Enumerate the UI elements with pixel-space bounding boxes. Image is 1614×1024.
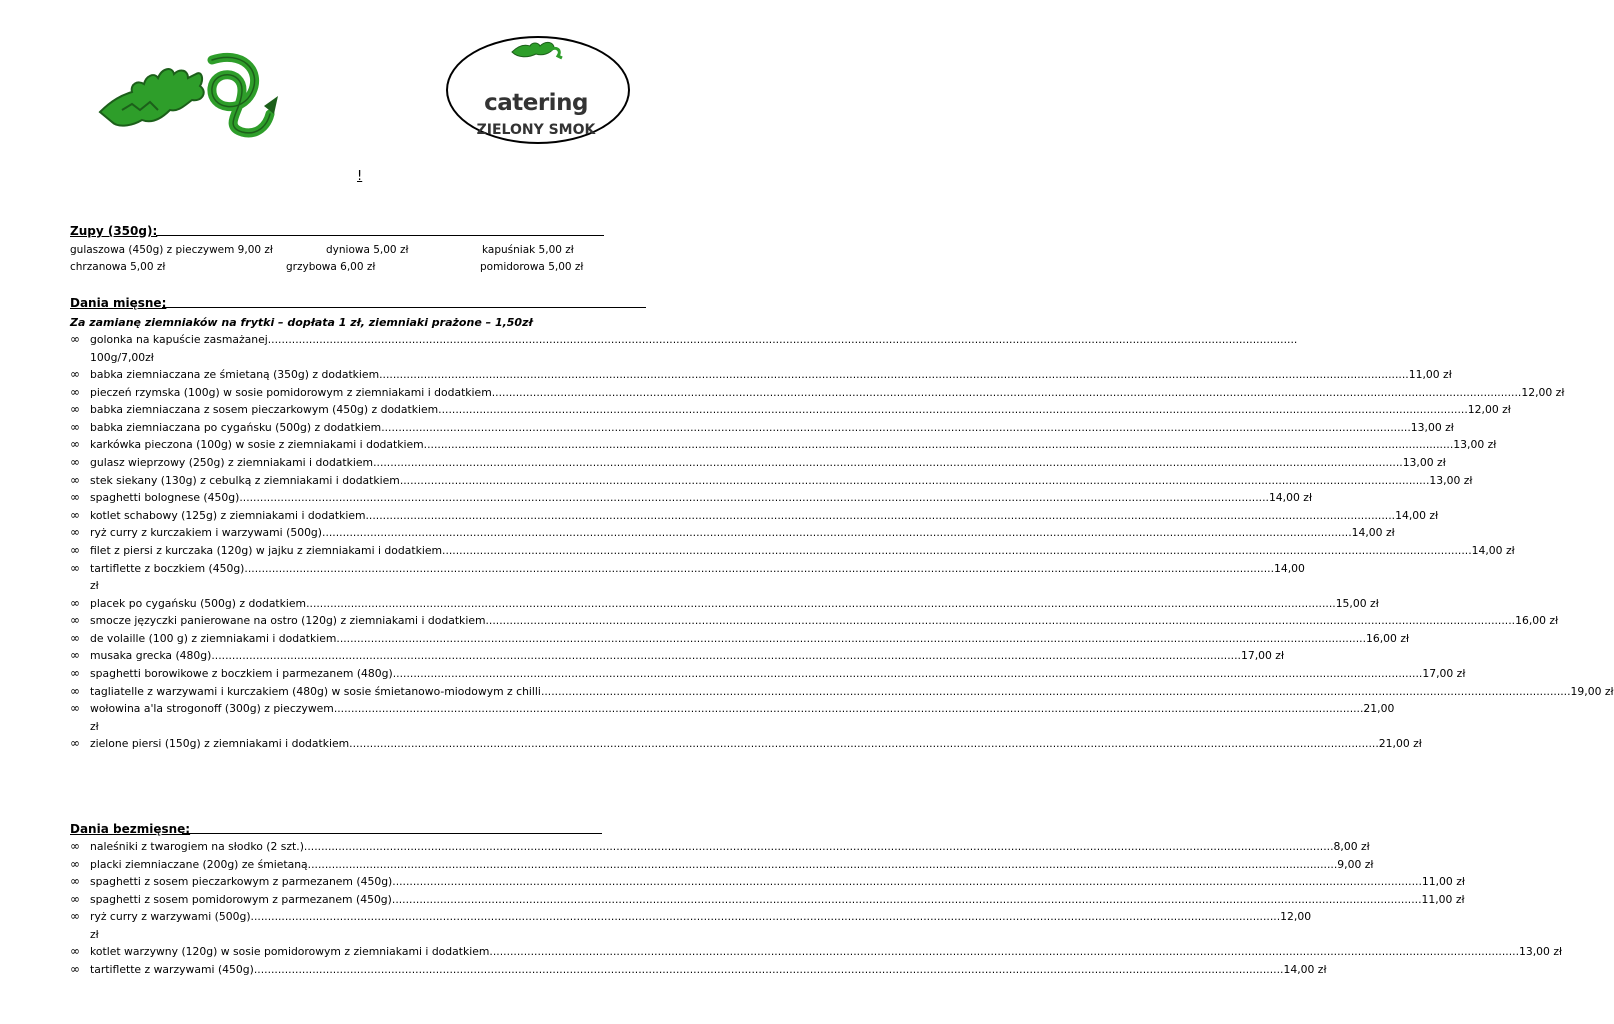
leader-dots: ............................................................................................................................................................................................................................................................................................................ <box>379 368 1409 381</box>
item-price: 9,00 zł <box>1337 857 1374 871</box>
item-name: tartiflette z warzywami (450g) <box>90 962 254 976</box>
bullet-icon: ∞ <box>70 384 80 399</box>
leader-dots: ............................................................................................................................................................................................................................................................................................................ <box>392 666 1423 680</box>
soups-row-2 <box>70 261 670 277</box>
soup-kapusniak: kapuśniak 5,00 zł <box>482 244 574 256</box>
bullet-icon: ∞ <box>70 648 80 663</box>
item-name: karkówka pieczona (100g) w sosie z ziemniakami i dodatkiem <box>90 438 424 452</box>
bullet-icon: ∞ <box>70 472 80 487</box>
item-name: babka ziemniaczana z sosem pieczarkowym (450g) z dodatkiem <box>90 403 439 417</box>
menu-item <box>70 700 1395 735</box>
menu-item <box>70 908 1312 943</box>
item-name: babka ziemniaczana po cygańsku (500g) z dodatkiem <box>90 420 382 434</box>
leader-dots: ............................................................................................................................................................................................................................................................................................................ <box>306 596 1336 610</box>
bullet-icon: ∞ <box>70 701 80 716</box>
bullet-icon: ∞ <box>70 630 80 645</box>
soup-chrzanowa: chrzanowa 5,00 zł <box>70 261 166 273</box>
item-name: naleśniki z twarogiem na słodko (2 szt.) <box>90 840 304 853</box>
menu-item <box>70 838 1370 856</box>
leader-dots: ............................................................................................................................................................................................................................................................................................................ <box>381 420 1411 434</box>
leader-dots: ............................................................................................................................................................................................................................................................................................................ <box>267 333 1298 346</box>
item-name: placek po cygańsku (500g) z dodatkiem <box>90 596 307 610</box>
bullet-icon: ∞ <box>70 402 80 417</box>
item-price: 17,00 zł <box>1422 666 1466 680</box>
menu-item <box>70 683 1614 701</box>
menu-item <box>70 560 1305 595</box>
bullet-icon: ∞ <box>70 839 80 853</box>
bullet-icon: ∞ <box>70 437 80 452</box>
leader-dots: ............................................................................................................................................................................................................................................................................................................ <box>391 892 1422 906</box>
item-price: 8,00 zł <box>1333 840 1370 853</box>
item-name: spaghetti z sosem pieczarkowym z parmezanem (450g) <box>90 875 393 889</box>
item-price: 11,00 zł <box>1408 368 1452 381</box>
menu-item <box>70 507 1439 525</box>
item-price: 15,00 zł <box>1335 596 1379 610</box>
item-price: 14,00 zł <box>1395 508 1439 522</box>
bullet-icon: ∞ <box>70 891 80 906</box>
bullet-icon: ∞ <box>70 507 80 522</box>
leader-dots: ............................................................................................................................................................................................................................................................................................................ <box>373 455 1403 469</box>
leader-dots: ............................................................................................................................................................................................................................................................................................................ <box>489 945 1520 959</box>
menu-item <box>70 961 1327 979</box>
soup-gulaszowa: gulaszowa (450g) z pieczywem 9,00 zł <box>70 244 273 256</box>
item-name: spaghetti bolognese (450g) <box>90 491 240 505</box>
item-price: 13,00 zł <box>1453 438 1497 452</box>
leader-dots: ............................................................................................................................................................................................................................................................................................................ <box>485 614 1516 628</box>
item-price: 13,00 zł <box>1402 455 1446 469</box>
leader-dots: ............................................................................................................................................................................................................................................................................................................ <box>438 403 1468 417</box>
soups-heading: Zupy (350g): <box>70 224 604 238</box>
item-continuation: zł <box>90 927 99 941</box>
item-name: de volaille (100 g) z ziemniakami i dodatkiem <box>90 631 337 645</box>
item-price: 14,00 zł <box>1471 543 1515 557</box>
soup-dyniowa: dyniowa 5,00 zł <box>326 244 409 256</box>
menu-item <box>70 647 1285 665</box>
item-price: 14,00 zł <box>1283 962 1327 976</box>
bullet-icon: ∞ <box>70 736 80 751</box>
bullet-icon: ∞ <box>70 419 80 434</box>
item-price: 16,00 zł <box>1366 631 1410 645</box>
side-dish-note: Za zamianę ziemniaków na frytki – dopłata 1 zł, ziemniaki prażone – 1,50zł <box>70 316 533 329</box>
bullet-icon: ∞ <box>70 874 80 889</box>
menu-item <box>70 630 1410 648</box>
item-price: 12,00 <box>1280 910 1312 924</box>
item-name: stek siekany (130g) z cebulką z ziemniakami i dodatkiem <box>90 473 400 487</box>
menu-item <box>70 873 1465 891</box>
menu-item <box>70 454 1446 472</box>
dragon-logo-left <box>92 40 292 140</box>
bullet-icon: ∞ <box>70 856 80 871</box>
bullet-icon: ∞ <box>70 367 80 381</box>
menu-item <box>70 524 1395 542</box>
bullet-icon: ∞ <box>70 613 80 628</box>
item-name: tagliatelle z warzywami i kurczakiem (480g) w sosie śmietanowo-miodowym z chilli <box>90 684 541 698</box>
leader-dots: ............................................................................................................................................................................................................................................................................................................ <box>253 962 1284 976</box>
menu-item <box>70 856 1374 874</box>
leader-dots: ............................................................................................................................................................................................................................................................................................................ <box>392 875 1422 889</box>
bullet-icon: ∞ <box>70 560 80 575</box>
menu-item <box>70 665 1466 683</box>
bullet-icon: ∞ <box>70 525 80 540</box>
soups-row-1 <box>70 244 670 260</box>
item-name: kotlet schabowy (125g) z ziemniakami i dodatkiem <box>90 508 366 522</box>
bullet-icon: ∞ <box>70 542 80 557</box>
item-price: 12,00 zł <box>1467 403 1511 417</box>
leader-dots: ............................................................................................................................................................................................................................................................................................................ <box>250 910 1281 924</box>
leader-dots: ............................................................................................................................................................................................................................................................................................................ <box>399 473 1430 487</box>
item-price: 16,00 zł <box>1515 614 1559 628</box>
leader-dots: ............................................................................................................................................................................................................................................................................................................ <box>303 840 1334 853</box>
leader-dots: ............................................................................................................................................................................................................................................................................................................ <box>540 684 1571 698</box>
bullet-icon: ∞ <box>70 683 80 698</box>
menu-item <box>70 436 1497 454</box>
leader-dots: ............................................................................................................................................................................................................................................................................................................ <box>307 857 1338 871</box>
brand-subtitle: ZIELONY SMOK <box>476 122 596 138</box>
item-continuation: zł <box>90 579 99 593</box>
item-continuation: 100g/7,00zł <box>90 350 154 364</box>
item-price: 11,00 zł <box>1421 875 1465 889</box>
vegetarian-heading: Dania bezmięsne: <box>70 822 602 836</box>
item-price: 13,00 zł <box>1410 420 1454 434</box>
leader-dots: ............................................................................................................................................................................................................................................................................................................ <box>491 385 1522 399</box>
leader-dots: ............................................................................................................................................................................................................................................................................................................ <box>211 649 1241 663</box>
item-name: zielone piersi (150g) z ziemniakami i dodatkiem <box>90 737 350 751</box>
leader-dots: ............................................................................................................................................................................................................................................................................................................ <box>239 491 1269 505</box>
leader-dots: ............................................................................................................................................................................................................................................................................................................ <box>322 526 1352 540</box>
item-name: pieczeń rzymska (100g) w sosie pomidorowym z ziemniakami i dodatkiem <box>90 385 492 399</box>
leader-dots: ............................................................................................................................................................................................................................................................................................................ <box>423 438 1454 452</box>
bullet-icon: ∞ <box>70 665 80 680</box>
meat-heading: Dania mięsne: <box>70 296 646 310</box>
item-name: kotlet warzywny (120g) w sosie pomidorowym z ziemniakami i dodatkiem <box>90 945 490 959</box>
item-name: filet z piersi z kurczaka (120g) w jajku z ziemniakami i dodatkiem <box>90 543 443 557</box>
item-price: 17,00 zł <box>1240 649 1285 663</box>
meat-menu <box>70 331 1614 753</box>
brand-name: catering <box>484 90 588 116</box>
menu-item <box>70 489 1313 507</box>
soup-grzybowa: grzybowa 6,00 zł <box>286 261 376 273</box>
bullet-icon: ∞ <box>70 454 80 469</box>
menu-item <box>70 472 1473 490</box>
item-price: 12,00 zł <box>1521 385 1565 399</box>
item-price: 21,00 <box>1363 702 1395 716</box>
leader-dots: ............................................................................................................................................................................................................................................................................................................ <box>244 561 1275 575</box>
bullet-icon: ∞ <box>70 332 80 346</box>
item-name: ryż curry z kurczakiem i warzywami (500g) <box>90 526 323 540</box>
item-price: 13,00 zł <box>1519 945 1563 959</box>
catering-logo <box>444 32 634 144</box>
item-name: spaghetti z sosem pomidorowym z parmezanem (450g) <box>90 892 392 906</box>
menu-item <box>70 384 1565 402</box>
item-name: spaghetti borowikowe z boczkiem i parmezanem (480g) <box>90 666 393 680</box>
bullet-icon: ∞ <box>70 595 80 610</box>
item-name: smocze języczki panierowane na ostro (120g) z ziemniakami i dodatkiem <box>90 614 486 628</box>
vegetarian-menu <box>70 838 1563 979</box>
leader-dots: ............................................................................................................................................................................................................................................................................................................ <box>349 737 1379 751</box>
bullet-icon: ∞ <box>70 961 80 976</box>
item-name: gulasz wieprzowy (250g) z ziemniakami i dodatkiem <box>90 455 374 469</box>
menu-item <box>70 419 1454 437</box>
item-price: 13,00 zł <box>1429 473 1473 487</box>
leader-dots: ............................................................................................................................................................................................................................................................................................................ <box>333 702 1364 716</box>
item-price: 11,00 zł <box>1421 892 1465 906</box>
item-name: ryż curry z warzywami (500g) <box>90 910 251 924</box>
item-price: 19,00 zł <box>1570 684 1614 698</box>
bullet-icon: ∞ <box>70 909 80 924</box>
soup-pomidorowa: pomidorowa 5,00 zł <box>480 261 584 273</box>
menu-item <box>70 542 1515 560</box>
menu-item <box>70 331 1298 366</box>
menu-item <box>70 401 1511 419</box>
item-name: babka ziemniaczana ze śmietaną (350g) z dodatkiem <box>90 368 380 381</box>
item-price: 14,00 zł <box>1268 491 1313 505</box>
mini-dragon-icon <box>510 36 564 62</box>
menu-item <box>70 366 1452 384</box>
item-name: placki ziemniaczane (200g) ze śmietaną <box>90 857 308 871</box>
menu-item <box>70 943 1563 961</box>
exclamation-mark: ! <box>357 169 363 184</box>
menu-item <box>70 891 1465 909</box>
item-name: musaka grecka (480g) <box>90 649 212 663</box>
menu-item <box>70 612 1559 630</box>
leader-dots: ............................................................................................................................................................................................................................................................................................................ <box>336 631 1366 645</box>
menu-item <box>70 595 1379 613</box>
item-price: 14,00 zł <box>1351 526 1395 540</box>
item-name: golonka na kapuście zasmażanej <box>90 333 268 346</box>
item-name: tartiflette z boczkiem (450g) <box>90 561 245 575</box>
bullet-icon: ∞ <box>70 944 80 959</box>
item-price: 14,00 <box>1274 561 1305 575</box>
leader-dots: ............................................................................................................................................................................................................................................................................................................ <box>365 508 1396 522</box>
item-name: wołowina a'la strogonoff (300g) z pieczywem <box>90 702 334 716</box>
leader-dots: ............................................................................................................................................................................................................................................................................................................ <box>442 543 1472 557</box>
bullet-icon: ∞ <box>70 490 80 505</box>
item-price: 21,00 zł <box>1378 737 1422 751</box>
item-continuation: zł <box>90 719 99 733</box>
menu-item <box>70 735 1422 753</box>
